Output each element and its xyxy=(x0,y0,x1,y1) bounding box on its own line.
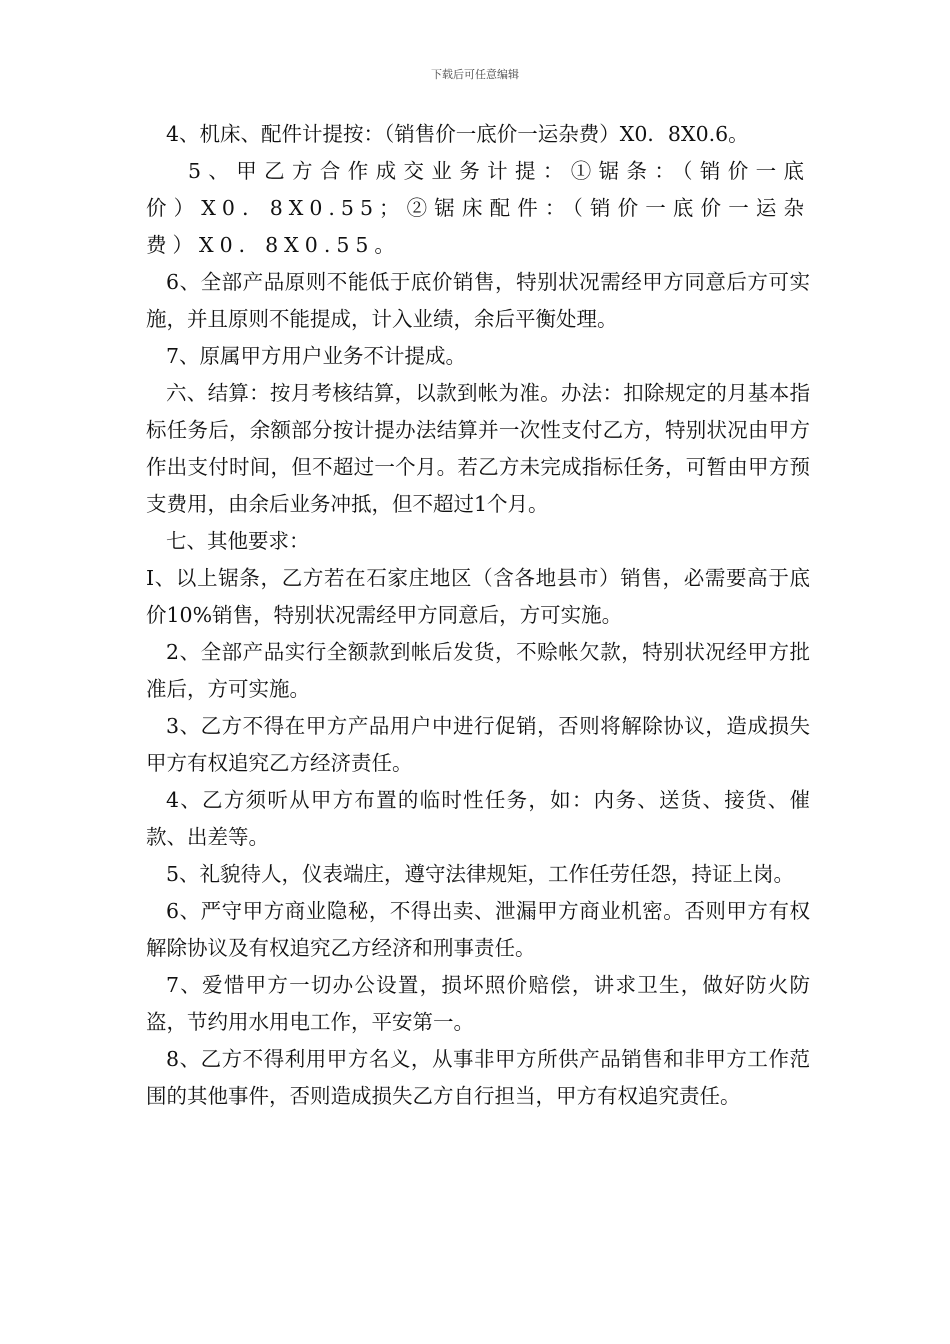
paragraph: I、以上锯条，乙方若在石家庄地区（含各地县市）销售，必需要高于底价10%销售，特别状况需经甲方同意后，方可实施。 xyxy=(146,566,810,627)
paragraph: 3、乙方不得在甲方产品用户中进行促销，否则将解除协议，造成损失甲方有权追究乙方经济责任。 xyxy=(146,714,810,775)
paragraph: 6、严守甲方商业隐秘，不得出卖、泄漏甲方商业机密。否则甲方有权解除协议及有权追究乙方经济和刑事责任。 xyxy=(146,899,810,960)
paragraph: 8、乙方不得利用甲方名义，从事非甲方所供产品销售和非甲方工作范围的其他事件，否则造成损失乙方自行担当，甲方有权追究责任。 xyxy=(146,1047,810,1108)
document-body xyxy=(146,116,810,1115)
paragraph: 六、结算：按月考核结算，以款到帐为准。办法：扣除规定的月基本指标任务后，余额部分按计提办法结算并一次性支付乙方，特别状况由甲方作出支付时间，但不超过一个月。若乙方未完成指标任务，可暂由甲方预支费用，由余后业务冲抵，但不超过1个月。 xyxy=(146,381,810,516)
paragraph: 6、全部产品原则不能低于底价销售，特别状况需经甲方同意后方可实施，并且原则不能提成，计入业绩，余后平衡处理。 xyxy=(146,270,810,331)
paragraph: 4、机床、配件计提按：（销售价一底价一运杂费）X0．8X0.6。 xyxy=(166,122,749,146)
paragraph: 5、礼貌待人，仪表端庄，遵守法律规矩，工作任劳任怨，持证上岗。 xyxy=(166,862,795,886)
page-header: 下载后可任意编辑 xyxy=(431,68,519,81)
paragraph: 7、原属甲方用户业务不计提成。 xyxy=(166,344,467,368)
paragraph: 4、乙方须听从甲方布置的临时性任务，如：内务、送货、接货、催款、出差等。 xyxy=(146,788,810,849)
paragraph: 5、甲乙方合作成交业务计提：①锯条：（销价一底价）X0．8X0.55；②锯床配件：（销价一底价一运杂费）X0．8X0.55。 xyxy=(146,159,810,257)
paragraph: 7、爱惜甲方一切办公设置，损坏照价赔偿，讲求卫生，做好防火防盗，节约用水用电工作，平安第一。 xyxy=(146,973,810,1034)
paragraph: 2、全部产品实行全额款到帐后发货，不赊帐欠款，特别状况经甲方批准后，方可实施。 xyxy=(146,640,810,701)
paragraph: 七、其他要求： xyxy=(166,529,310,553)
